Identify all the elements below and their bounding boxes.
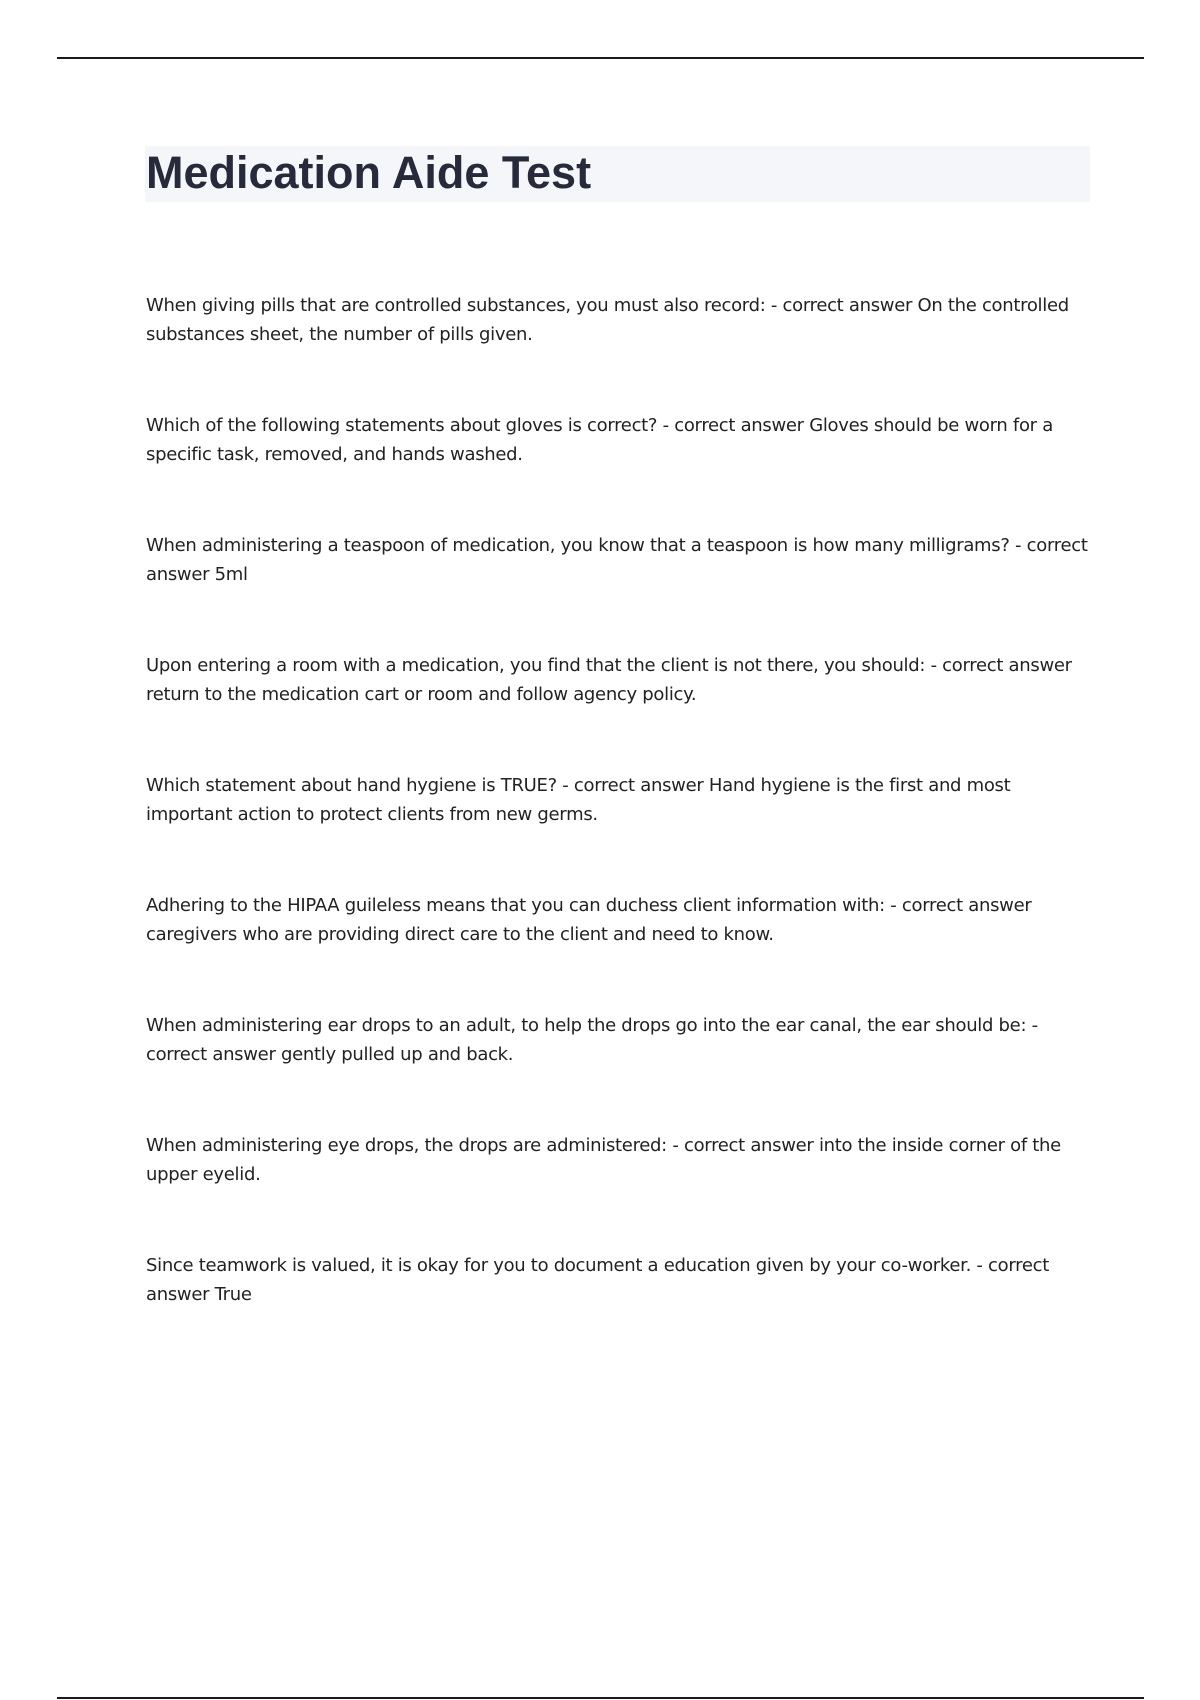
qa-text: Upon entering a room with a medication, you find that the client is not there, you should: - correct answer return to the medication cart or room and follow agency policy. bbox=[146, 655, 1072, 705]
top-rule bbox=[57, 57, 1144, 59]
qa-item bbox=[146, 651, 1096, 771]
qa-text: When giving pills that are controlled substances, you must also record: - correct answer On the controlled substances sheet, the number of pills given. bbox=[146, 295, 1069, 345]
qa-item bbox=[146, 291, 1096, 411]
qa-item bbox=[146, 891, 1096, 1011]
question-answer-list bbox=[146, 291, 1096, 1371]
qa-item bbox=[146, 771, 1096, 891]
qa-item bbox=[146, 1011, 1096, 1131]
page-title: Medication Aide Test bbox=[146, 147, 592, 198]
qa-text: Which statement about hand hygiene is TRUE? - correct answer Hand hygiene is the first and most important action to protect clients from new germs. bbox=[146, 775, 1011, 825]
qa-text: Which of the following statements about gloves is correct? - correct answer Gloves should be worn for a specific task, removed, and hands washed. bbox=[146, 415, 1053, 465]
qa-text: When administering a teaspoon of medication, you know that a teaspoon is how many milligrams? - correct answer 5ml bbox=[146, 535, 1088, 585]
qa-text: When administering ear drops to an adult, to help the drops go into the ear canal, the ear should be: - correct answer gently pulled up and back. bbox=[146, 1015, 1038, 1065]
qa-text: Since teamwork is valued, it is okay for you to document a education given by your co-worker. - correct answer True bbox=[146, 1255, 1049, 1305]
qa-item bbox=[146, 1131, 1096, 1251]
qa-text: When administering eye drops, the drops are administered: - correct answer into the inside corner of the upper eyelid. bbox=[146, 1135, 1061, 1185]
qa-text: Adhering to the HIPAA guileless means that you can duchess client information with: - correct answer caregivers who are providing direct care to the client and need to know. bbox=[146, 895, 1032, 945]
qa-item bbox=[146, 531, 1096, 651]
qa-item bbox=[146, 411, 1096, 531]
qa-item bbox=[146, 1251, 1096, 1371]
bottom-rule bbox=[57, 1697, 1144, 1699]
